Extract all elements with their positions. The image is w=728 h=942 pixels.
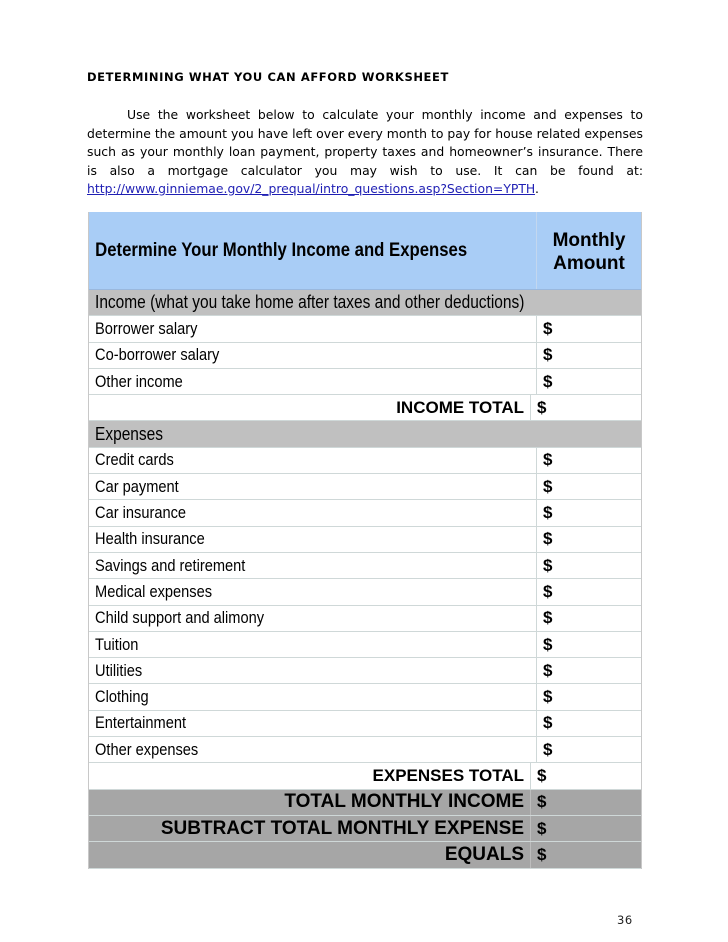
row-label: Savings and retirement	[95, 555, 246, 575]
row-label: Borrower salary	[95, 318, 198, 338]
amount-cell[interactable]: $	[536, 369, 641, 394]
intro-end: .	[535, 181, 539, 196]
income-total-row	[89, 395, 641, 421]
income-expense-worksheet	[88, 212, 642, 869]
table-row	[89, 711, 641, 737]
amount-cell[interactable]: $	[536, 579, 641, 604]
expenses-section-label: Expenses	[95, 423, 164, 444]
worksheet-header	[89, 212, 641, 290]
table-row	[89, 632, 641, 658]
expenses-section-row	[89, 421, 641, 447]
table-row	[89, 606, 641, 632]
table-row	[89, 553, 641, 579]
table-row	[89, 500, 641, 526]
page-number: 36	[617, 913, 633, 927]
total-monthly-income-amount[interactable]: $	[530, 790, 641, 815]
row-label: Car payment	[95, 476, 179, 496]
expenses-total-label: EXPENSES TOTAL	[372, 765, 524, 785]
table-row	[89, 684, 641, 710]
amount-cell[interactable]: $	[536, 343, 641, 368]
subtract-expense-row	[89, 816, 641, 842]
amount-cell[interactable]: $	[536, 527, 641, 552]
amount-cell[interactable]: $	[536, 553, 641, 578]
row-label: Entertainment	[95, 713, 187, 733]
total-monthly-income-row	[89, 790, 641, 816]
ginniemae-link[interactable]: http://www.ginniemae.gov/2_prequal/intro_questions.asp?Section=YPTH	[87, 181, 536, 196]
table-row	[89, 369, 641, 395]
table-row	[89, 474, 641, 500]
row-label: Utilities	[95, 660, 143, 680]
worksheet-heading: DETERMINING WHAT YOU CAN AFFORD WORKSHEET	[87, 70, 449, 84]
amount-cell[interactable]: $	[536, 737, 641, 762]
row-label: Car insurance	[95, 503, 187, 523]
total-monthly-income-label: TOTAL MONTHLY INCOME	[284, 791, 524, 813]
amount-cell[interactable]: $	[536, 606, 641, 631]
row-label: Other expenses	[95, 739, 199, 759]
row-label: Child support and alimony	[95, 608, 265, 628]
expenses-total-row	[89, 763, 641, 789]
row-label: Medical expenses	[95, 581, 213, 601]
amount-cell[interactable]: $	[536, 500, 641, 525]
row-label: Tuition	[95, 634, 139, 654]
equals-row	[89, 842, 641, 868]
income-section-label: Income (what you take home after taxes and other deductions)	[95, 292, 525, 313]
row-label: Health insurance	[95, 529, 205, 549]
worksheet-title: Determine Your Monthly Income and Expenses	[95, 239, 468, 261]
row-label: Clothing	[95, 687, 149, 707]
amount-cell[interactable]: $	[536, 711, 641, 736]
subtract-expense-amount[interactable]: $	[530, 816, 641, 841]
amount-header-line2: Amount	[553, 253, 625, 274]
amount-cell[interactable]: $	[536, 474, 641, 499]
row-label: Other income	[95, 371, 183, 391]
table-row	[89, 316, 641, 342]
amount-cell[interactable]: $	[536, 316, 641, 341]
amount-cell[interactable]: $	[536, 658, 641, 683]
table-row	[89, 658, 641, 684]
expenses-total-amount[interactable]: $	[530, 763, 641, 788]
intro-text: Use the worksheet below to calculate your monthly income and expenses to determine the amount you have left over every month to pay for house related expenses such as your monthly loan payment, property taxes and homeowner’s insurance. There is also a mortgage calculator you may wish to use. It can be found at:	[87, 107, 643, 178]
equals-amount[interactable]: $	[530, 842, 641, 867]
intro-paragraph	[87, 106, 643, 199]
subtract-expense-label: SUBTRACT TOTAL MONTHLY EXPENSE	[160, 817, 524, 839]
row-label: Co-borrower salary	[95, 345, 220, 365]
monthly-amount-header	[536, 212, 641, 289]
amount-header-line1: Monthly	[552, 230, 626, 251]
amount-cell[interactable]: $	[536, 632, 641, 657]
row-label: Credit cards	[95, 450, 174, 470]
table-row	[89, 737, 641, 763]
amount-cell[interactable]: $	[536, 448, 641, 473]
table-row	[89, 448, 641, 474]
equals-label: EQUALS	[444, 843, 524, 865]
table-row	[89, 527, 641, 553]
table-row	[89, 343, 641, 369]
income-total-label: INCOME TOTAL	[396, 397, 524, 417]
amount-cell[interactable]: $	[536, 684, 641, 709]
income-section-row	[89, 290, 641, 316]
income-total-amount[interactable]: $	[530, 395, 641, 420]
table-row	[89, 579, 641, 605]
